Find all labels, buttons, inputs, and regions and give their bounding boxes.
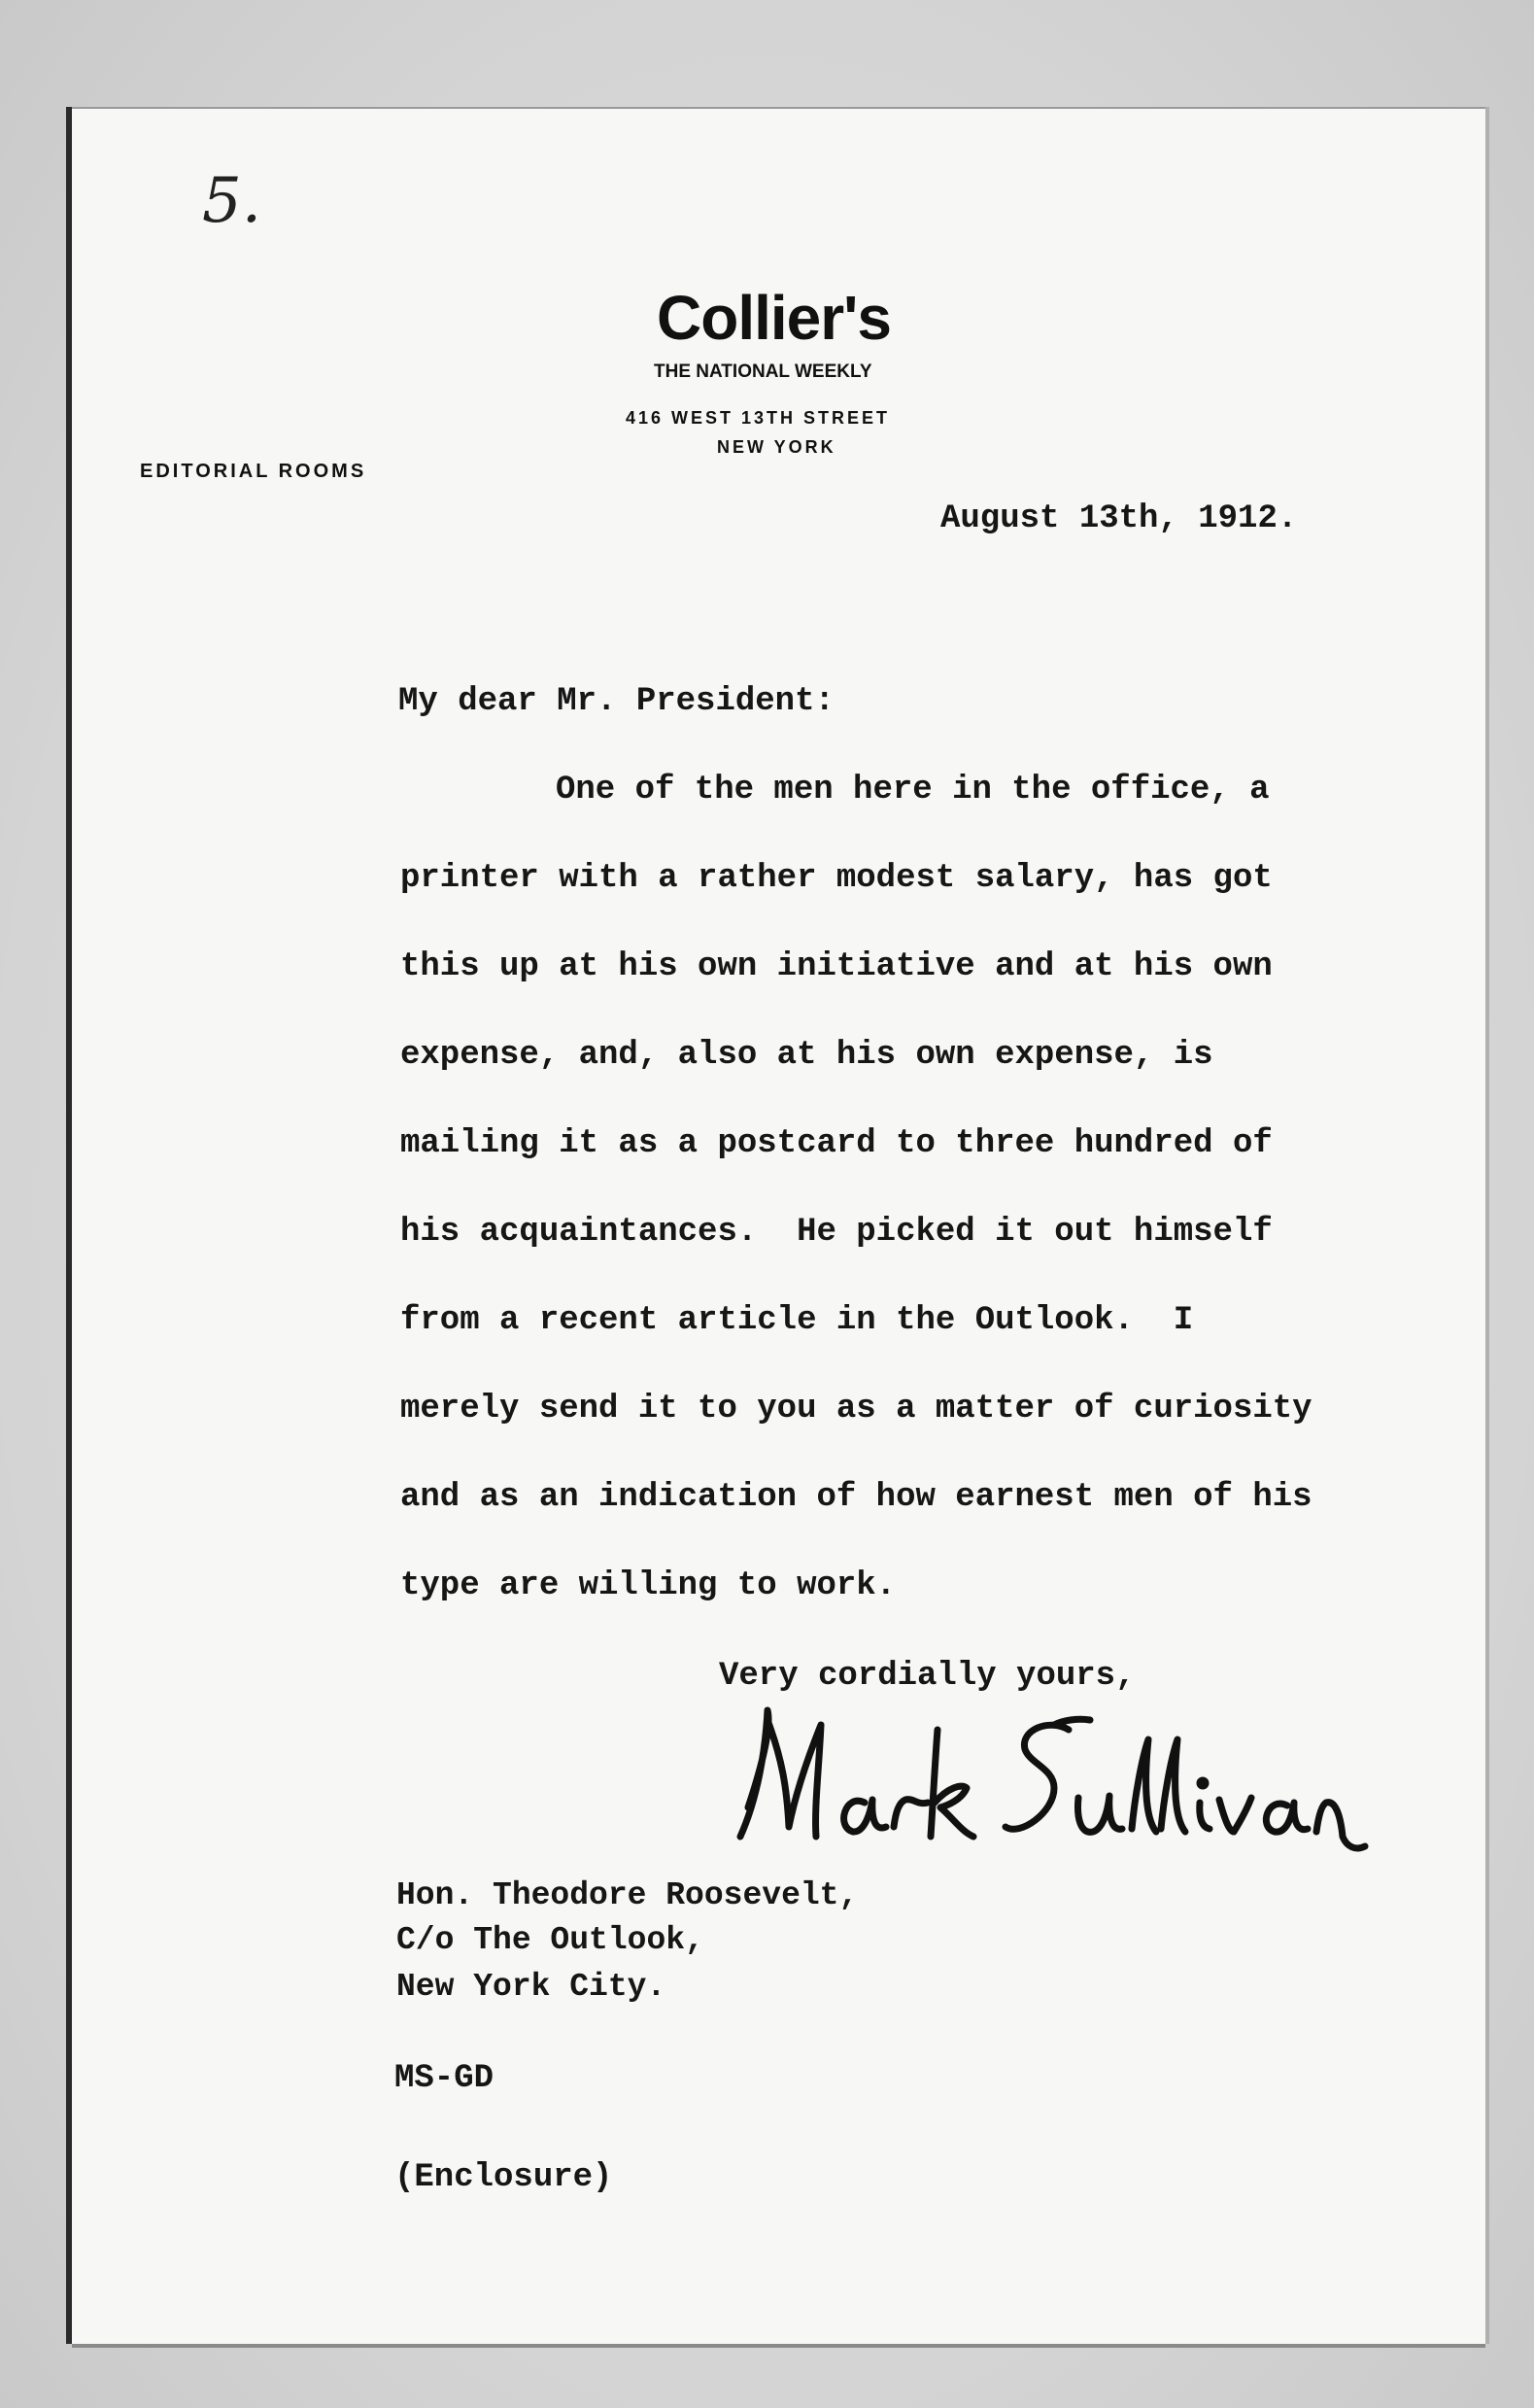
handwritten-signature <box>729 1691 1389 1885</box>
letter-date: August 13th, 1912. <box>940 500 1298 537</box>
letter-closing: Very cordially yours, <box>719 1658 1136 1695</box>
letterhead-tagline: THE NATIONAL WEEKLY <box>654 361 872 382</box>
letterhead-address-city: NEW YORK <box>717 437 836 457</box>
body-line: mailing it as a postcard to three hundred of <box>400 1125 1273 1162</box>
letterhead-address-street: 416 WEST 13TH STREET <box>626 408 891 428</box>
letterhead-department: EDITORIAL ROOMS <box>140 461 367 482</box>
body-line: expense, and, also at his own expense, is <box>400 1037 1213 1074</box>
recipient-line: Hon. Theodore Roosevelt, <box>396 1877 859 1913</box>
typist-initials: MS-GD <box>394 2060 494 2097</box>
letterhead-masthead: Collier's <box>657 283 891 353</box>
enclosure-note: (Enclosure) <box>394 2159 613 2196</box>
recipient-line: New York City. <box>396 1969 666 2005</box>
body-line: and as an indication of how earnest men of his <box>400 1479 1312 1516</box>
body-line: this up at his own initiative and at his own <box>400 948 1273 985</box>
body-line: merely send it to you as a matter of curiosity <box>400 1391 1312 1428</box>
body-line: One of the men here in the office, a <box>556 772 1270 808</box>
signature-drawing <box>729 1691 1389 1885</box>
body-line: his acquaintances. He picked it out himself <box>400 1214 1273 1251</box>
body-line: printer with a rather modest salary, has got <box>400 860 1273 897</box>
letter-salutation: My dear Mr. President: <box>398 683 835 720</box>
body-line: from a recent article in the Outlook. I <box>400 1302 1194 1339</box>
recipient-line: C/o The Outlook, <box>396 1922 704 1958</box>
page-number: 5. <box>202 165 262 237</box>
body-line: type are willing to work. <box>400 1567 897 1604</box>
